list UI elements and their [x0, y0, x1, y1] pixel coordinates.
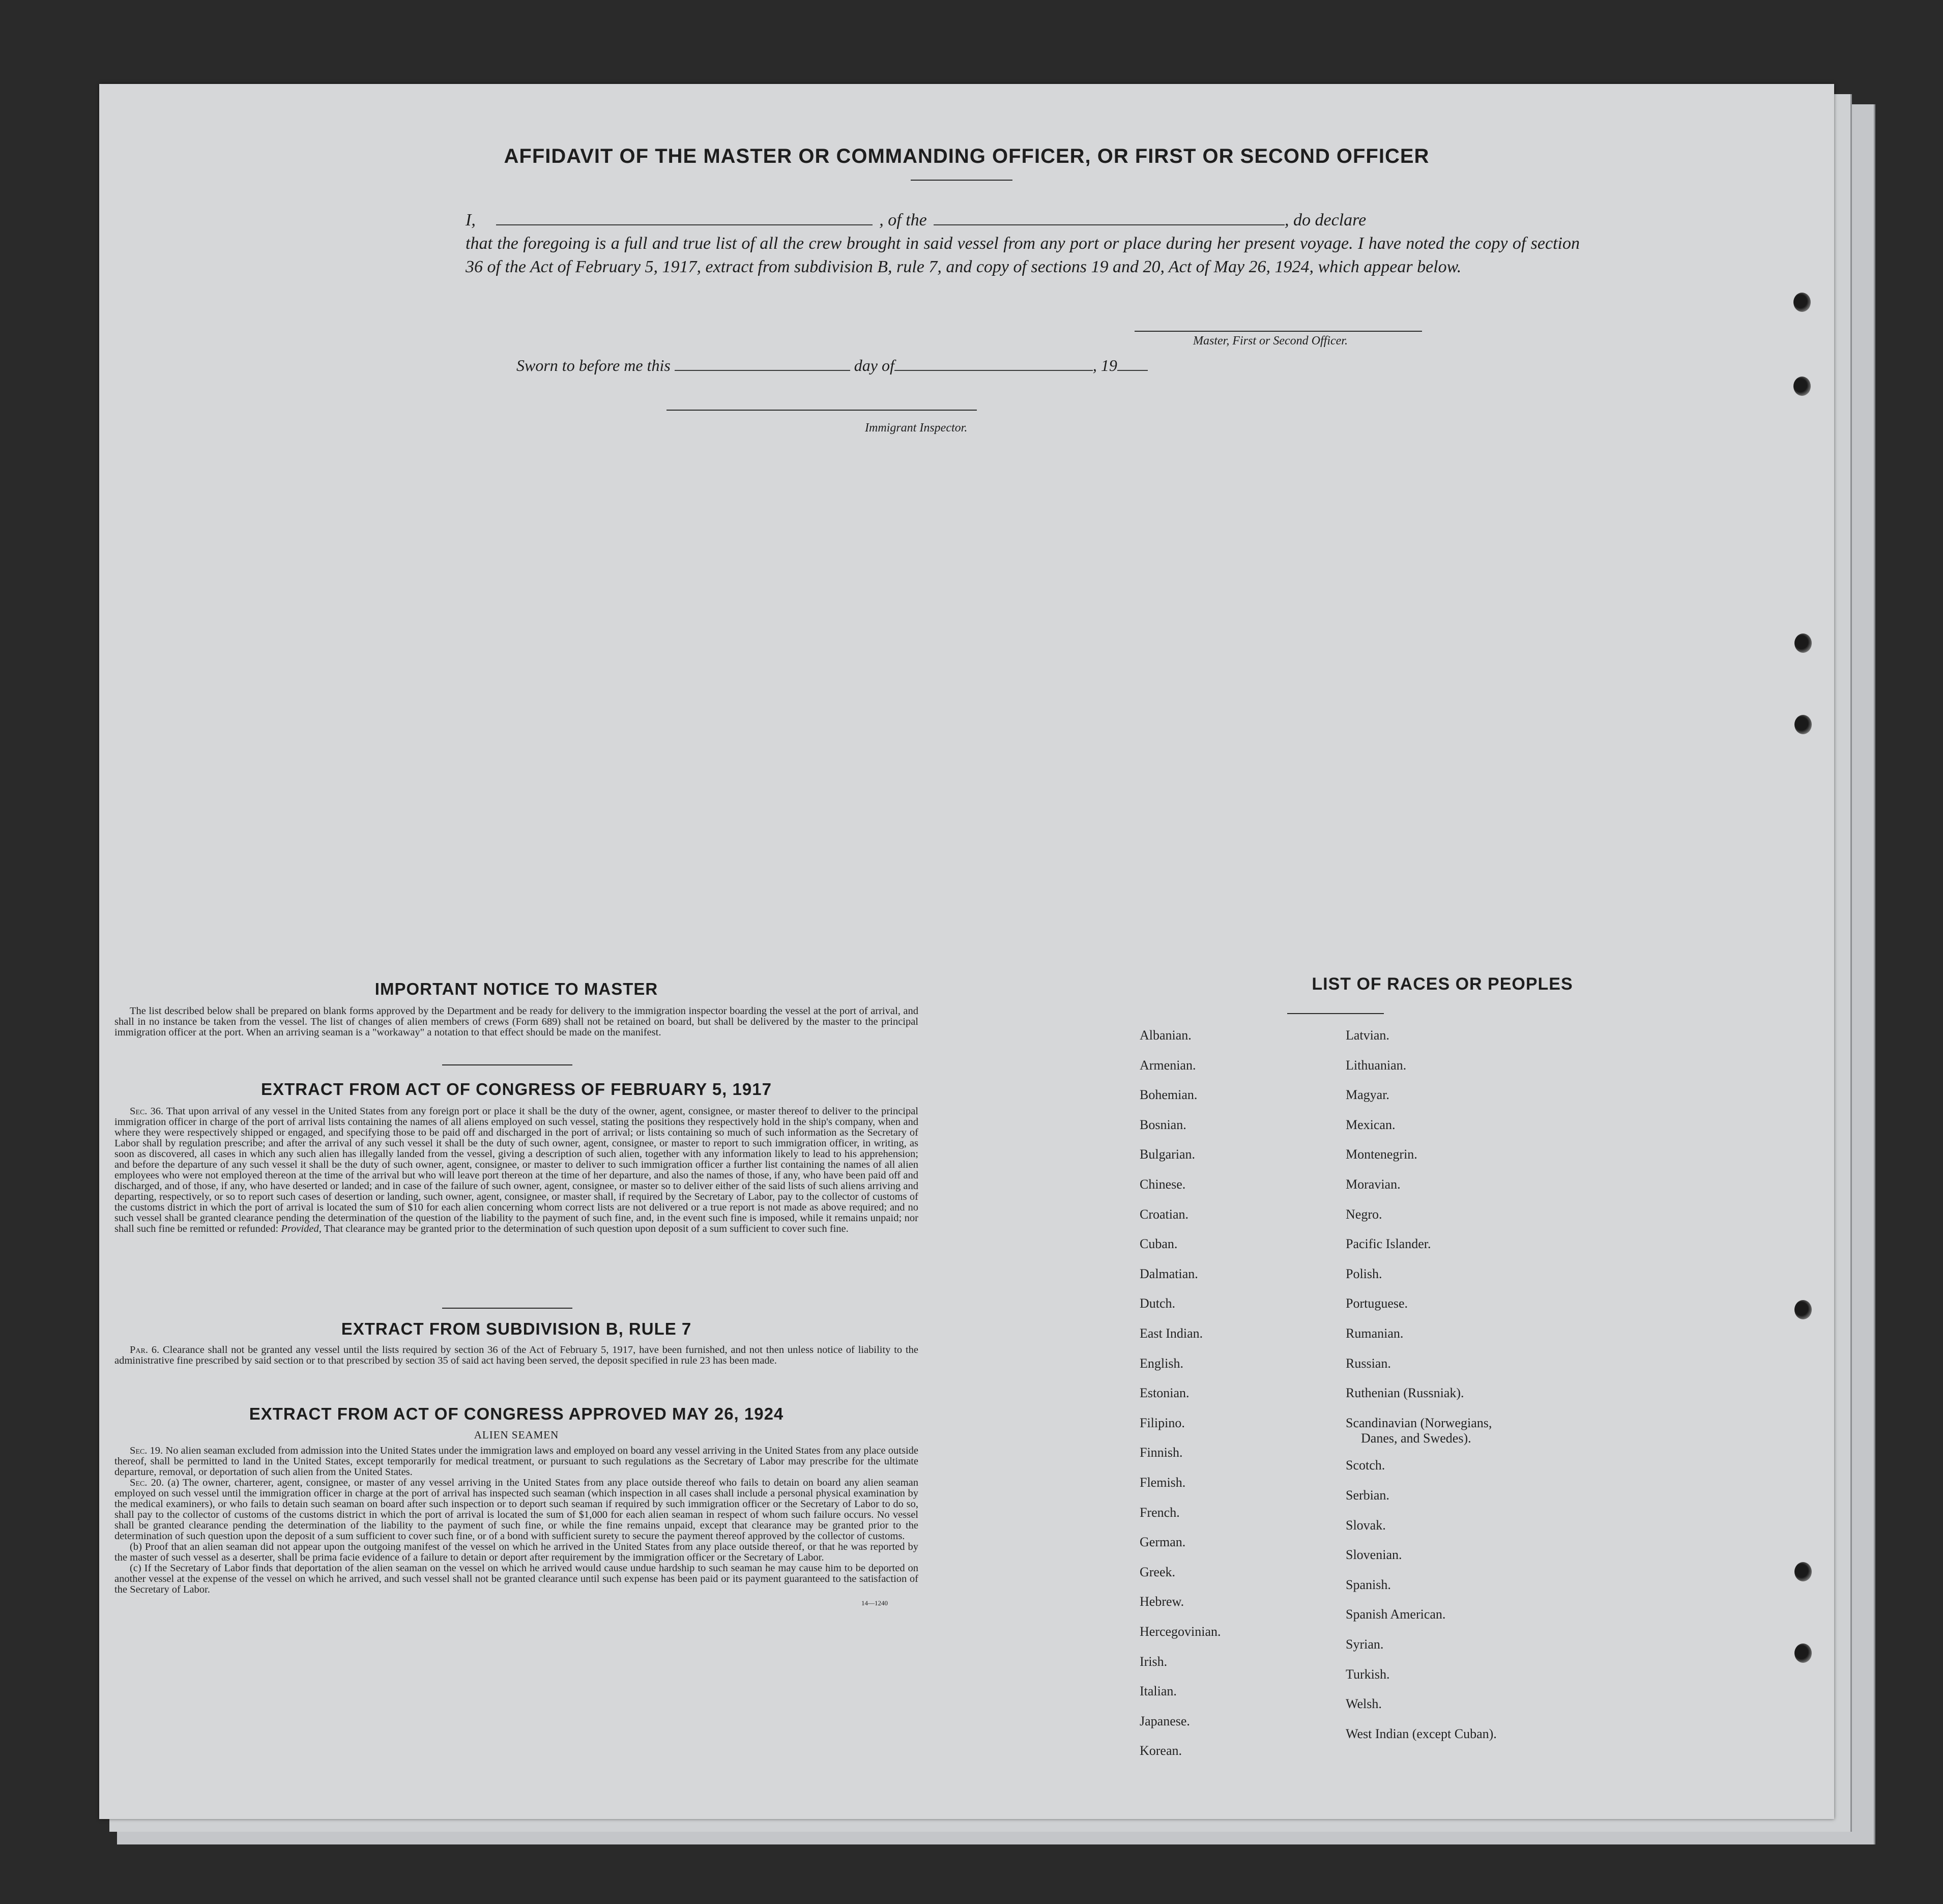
race-item: Greek.: [1140, 1564, 1176, 1579]
inspector-signature-line: [666, 410, 977, 411]
race-item: Armenian.: [1140, 1057, 1196, 1073]
sworn-day-of: day of: [854, 356, 894, 374]
binder-hole: [1794, 1562, 1812, 1581]
title-divider: [911, 180, 1012, 181]
binder-hole: [1794, 1300, 1812, 1319]
race-item: Italian.: [1140, 1684, 1177, 1699]
race-item: Dalmatian.: [1140, 1266, 1198, 1281]
race-item: Pacific Islander.: [1346, 1236, 1431, 1252]
notice-section: [114, 979, 918, 1038]
race-item: Dutch.: [1140, 1296, 1176, 1311]
race-item: Bosnian.: [1140, 1117, 1186, 1132]
subdivision-title: EXTRACT FROM SUBDIVISION B, RULE 7: [341, 1319, 692, 1338]
alien-seamen-subtitle: ALIEN SEAMEN: [474, 1429, 559, 1441]
binder-hole: [1794, 1643, 1812, 1663]
race-item: Serbian.: [1346, 1488, 1389, 1503]
race-item: Latvian.: [1346, 1028, 1389, 1043]
race-item: Scotch.: [1346, 1458, 1385, 1473]
affidavit-title: AFFIDAVIT OF THE MASTER OR COMMANDING OFFICER, OR FIRST OR SECOND OFFICER: [504, 145, 1430, 167]
sworn-year-blank: [1117, 370, 1148, 371]
race-item: Irish.: [1140, 1654, 1168, 1669]
extract-1924-text: [114, 1446, 918, 1595]
binder-hole: [1793, 293, 1811, 312]
race-item: Croatian.: [1140, 1206, 1189, 1222]
race-item: Moravian.: [1346, 1177, 1401, 1192]
notice-title: IMPORTANT NOTICE TO MASTER: [374, 979, 658, 998]
sec-36-label: Sec. 36.: [130, 1106, 164, 1117]
race-item: German.: [1140, 1535, 1186, 1550]
extract-1917-text: [114, 1106, 918, 1234]
races-divider: [1287, 1013, 1384, 1014]
signature-line: [1135, 331, 1422, 332]
par-6-text: Clearance shall not be granted any vessel until the lists required by section 36 of the Act of February 5, 1917, have been furnished, and not then unless notice of liability to the administrative fine prescribed by said section or to that prescribed by section 35 of said act having been served, the deposit specified in rule 23 has been made.: [114, 1344, 918, 1366]
notice-paragraph: The list described below shall be prepared on blank forms approved by the Department and be ready for delivery to the immigration inspector boarding the vessel at the port of arrival, and shall in no instance be taken from the vessel. The list of changes of alien members of crews (Form 689) shall not be retained on board, but shall be delivered by the master to the principal immigration officer at the port. When an arriving seaman is a "workaway" a notation to that effect should be made on the manifest.: [114, 1005, 918, 1038]
race-item: Bohemian.: [1140, 1087, 1198, 1103]
race-item: East Indian.: [1140, 1326, 1203, 1341]
race-item: Ruthenian (Russniak).: [1346, 1386, 1464, 1401]
race-item: Bulgarian.: [1140, 1147, 1196, 1162]
sworn-line: [516, 356, 1148, 375]
race-item: Magyar.: [1346, 1087, 1389, 1103]
affidavit-declaration: [466, 209, 1580, 279]
extract-1917-title: EXTRACT FROM ACT OF CONGRESS OF FEBRUARY 5, 1917: [261, 1080, 772, 1099]
sworn-month-blank: [894, 370, 1093, 371]
notice-text: [114, 1006, 918, 1038]
race-item: Lithuanian.: [1346, 1057, 1407, 1073]
affidavit-of-the: , of the: [879, 211, 927, 229]
race-item: Polish.: [1346, 1266, 1382, 1281]
race-item: Japanese.: [1140, 1713, 1190, 1728]
race-item: Hebrew.: [1140, 1594, 1184, 1609]
subdivision-section: [114, 1319, 918, 1366]
race-item: Slovak.: [1346, 1517, 1386, 1533]
race-item: Mexican.: [1346, 1117, 1396, 1132]
race-item: English.: [1140, 1355, 1183, 1371]
proviso-text: That clearance may be granted prior to the determination of such question upon deposit of a sum sufficient to cover such fine.: [324, 1223, 849, 1234]
sec-36-text: That upon arrival of any vessel in the United States from any foreign port or place it shall be the duty of the owner, agent, consignee, or master thereof to deliver to the principal immigration officer in charge of the port of arrival lists containing the names of all aliens employed on such vessel, stating the positions they respectively hold in the ship's company, when and where they were respectively shipped or engaged, and specifying those to be paid off and discharged in the port of arrival; or lists containing so much of such information as the Secretary of Labor shall by regulation prescribe; and after the arrival of any such vessel it shall be the duty of such owner, agent, consignee, or master to report to such immigration officer, in writing, as soon as discovered, all cases in which any such alien has illegally landed from the vessel, giving a description of such alien, together with any information likely to lead to his apprehension; and before the departure of any such vessel it shall be the duty of such owner, agent, consignee, or master to deliver to such immigration officer a further list containing the names of all alien employees who were not employed thereon at the time of the arrival but who will leave port thereon at the time of her departure, and also the names of those, if any, who have been paid off and discharged, and of those, if any, who have deserted or landed; and in case of the failure of such owner, agent, consignee, or master so to deliver either of the said lists of such aliens arriving and departing, respectively, or so to report such cases of desertion or landing, such owner, agent, consignee, or master shall, if required by the Secretary of Labor, pay to the collector of customs of the customs district in which the port of arrival is located the sum of $10 for each alien concerning whom correct lists are not delivered or a true report is not made as above required; and no such vessel shall be granted clearance pending the determination of the question of the liability to the payment of such fine, and, in the event such fine is imposed, while it remains unpaid; nor shall such fine be remitted or refunded:: [114, 1106, 918, 1234]
race-item: Turkish.: [1346, 1666, 1390, 1682]
race-item: Estonian.: [1140, 1386, 1190, 1401]
sworn-day-blank: [675, 370, 850, 371]
subdivision-text: [114, 1345, 918, 1366]
race-item: West Indian (except Cuban).: [1346, 1726, 1497, 1741]
extract-1924-title: EXTRACT FROM ACT OF CONGRESS APPROVED MAY 26, 1924: [249, 1404, 784, 1423]
race-item: Filipino.: [1140, 1415, 1185, 1430]
race-item: Montenegrin.: [1346, 1147, 1417, 1162]
race-item: Syrian.: [1346, 1637, 1384, 1652]
race-item: Slovenian.: [1346, 1547, 1402, 1563]
affidavit-i: I,: [466, 211, 476, 229]
sworn-year: , 19: [1092, 356, 1117, 374]
race-item: Spanish American.: [1346, 1607, 1446, 1622]
section-divider: [442, 1064, 572, 1065]
race-item: Portuguese.: [1346, 1296, 1408, 1311]
affidavit-body: that the foregoing is a full and true list of all the crew brought in said vessel from any port or place during her present voyage. I have noted the copy of section 36 of the Act of February 5, 1917, extract from subdivision B, rule 7, and copy of sections 19 and 20, Act of May 26, 1924, which appear below.: [466, 234, 1580, 276]
sec-19-text: No alien seaman excluded from admission into the United States under the immigration laws and employed on board any vessel arriving in the United States from any place outside thereof, shall be permitted to land in the United States, except temporarily for medical treatment, or pursuant to such regulations as the Secretary of Labor may prescribe for the ultimate departure, removal, or deportation of such alien from the United States.: [114, 1445, 918, 1478]
race-item: Negro.: [1346, 1206, 1382, 1222]
race-item: Russian.: [1346, 1355, 1391, 1371]
affidavit-declare: , do declare: [1285, 211, 1367, 229]
binder-hole: [1794, 633, 1812, 653]
race-item: Scandinavian (Norwegians,: [1346, 1415, 1492, 1430]
race-item: Danes, and Swedes).: [1361, 1430, 1471, 1446]
race-item: Chinese.: [1140, 1177, 1186, 1192]
sec-20-label: Sec. 20.: [130, 1477, 164, 1488]
race-item: Rumanian.: [1346, 1326, 1404, 1341]
sworn-prefix: Sworn to before me this: [516, 356, 671, 374]
race-item: Welsh.: [1346, 1696, 1382, 1712]
proviso-label: Provided,: [281, 1223, 322, 1234]
extract-1924-section: [114, 1404, 918, 1607]
sec-20-a-text: (a) The owner, charterer, agent, consignee, or master of any vessel arriving in the United States from any place outside thereof who fails to detain on board any alien seaman employed on such vessel until the immigration officer in charge at the port of arrival has inspected such seaman (which inspection in all cases shall include a personal physical examination by the medical examiners), or who fails to detain such seaman on board after such inspection or to deport such seaman if required by such immigration officer or the Secretary of Labor to do so, shall pay to the collector of customs of the customs district in which the port of arrival is located the sum of $1,000 for each alien seaman in respect of whom such failure occurs. No vessel shall be granted clearance pending the determination of the liability to the payment of such fine, or while the fine remains unpaid, except that clearance may be granted prior to the determination of such question upon the deposit of a sum sufficient to cover such fine, or of a bond with sufficient surety to secure the payment thereof approved by the collector of customs.: [114, 1477, 919, 1542]
par-6-label: Par. 6.: [130, 1344, 160, 1355]
race-item: French.: [1140, 1505, 1180, 1520]
name-blank: [496, 224, 873, 225]
sec-20-b-text: (b) Proof that an alien seaman did not appear upon the outgoing manifest of the vessel on which he arrived in the United States from any place outside thereof, or that he was reported by the master of such vessel as a deserter, shall be prima facie evidence of a failure to detain or deport after requirement by the immigration officer or the Secretary of Labor.: [114, 1541, 918, 1563]
extract-1917-section: [114, 1080, 918, 1234]
sec-19-label: Sec. 19.: [130, 1445, 163, 1456]
document-page: [99, 84, 1834, 1819]
vessel-blank: [934, 224, 1285, 225]
race-item: Finnish.: [1140, 1445, 1183, 1460]
inspector-label: Immigrant Inspector.: [865, 421, 968, 435]
binder-hole: [1793, 377, 1811, 396]
race-item: Hercegovinian.: [1140, 1624, 1221, 1639]
race-item: Albanian.: [1140, 1028, 1192, 1043]
race-item: Korean.: [1140, 1743, 1182, 1758]
signature-label: Master, First or Second Officer.: [1193, 334, 1348, 348]
races-title: LIST OF RACES OR PEOPLES: [1312, 974, 1573, 994]
sec-20-c-text: (c) If the Secretary of Labor finds that deportation of the alien seaman on the vessel on which he arrived would cause undue hardship to such seaman he may cause him to be deported on another vessel at the expense of the vessel on which he arrived, and such vessel shall not be granted clearance until such expense has been paid or its payment guaranteed to the satisfaction of the Secretary of Labor.: [114, 1563, 918, 1595]
form-number: 14—1240: [861, 1599, 888, 1607]
race-item: Cuban.: [1140, 1236, 1178, 1252]
section-divider: [442, 1308, 572, 1309]
race-item: Spanish.: [1346, 1577, 1391, 1592]
race-item: Flemish.: [1140, 1475, 1186, 1490]
binder-hole: [1794, 715, 1812, 734]
